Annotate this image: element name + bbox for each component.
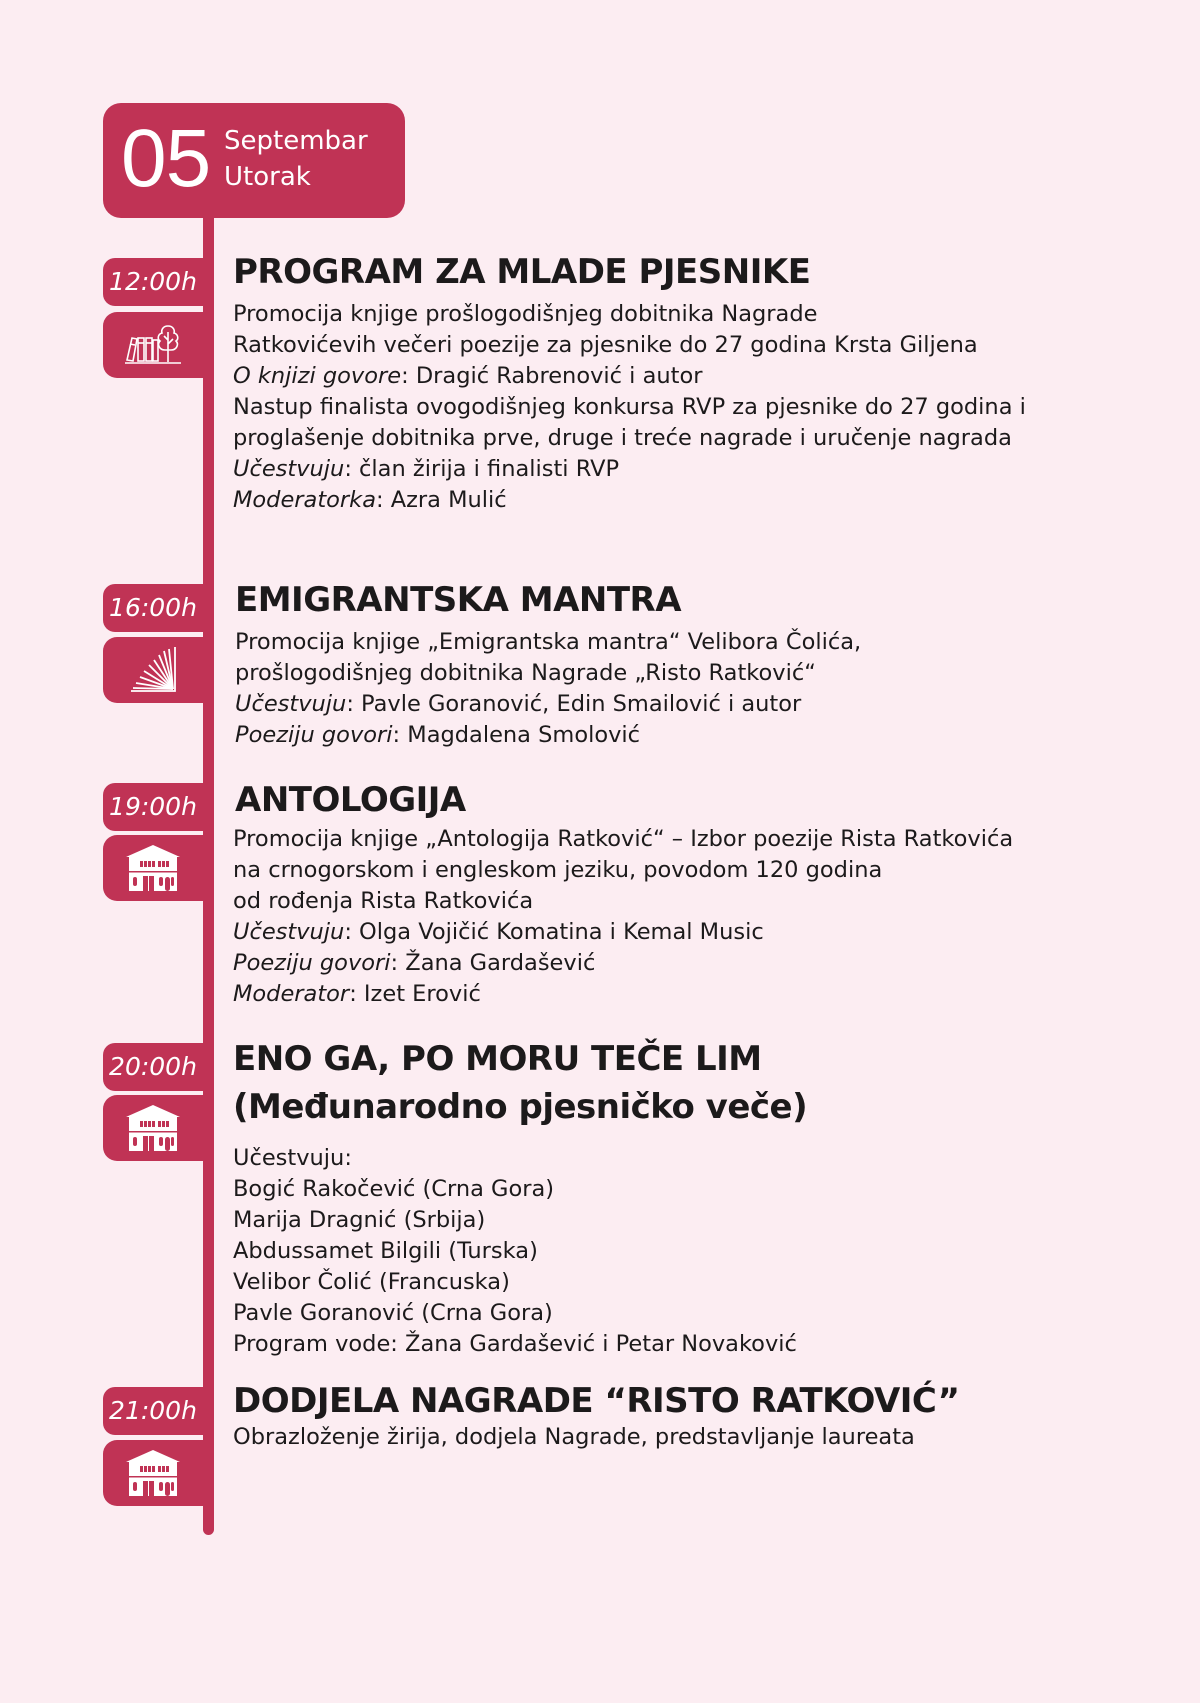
event-line (233, 855, 1013, 886)
event-title: EMIGRANTSKA MANTRA (235, 580, 682, 620)
line-text: : Azra Mulić (376, 487, 507, 513)
line-text: : Magdalena Smolović (392, 722, 641, 748)
event-body (233, 1143, 797, 1360)
day-number: 05 (121, 113, 211, 204)
line-text: Nastup finalista ovogodišnjeg konkursa RVP za pjesnike do 27 godina i (233, 394, 1026, 420)
event-line (233, 1329, 797, 1360)
event-line (233, 1205, 797, 1236)
icon-badge (103, 1095, 203, 1161)
event-title: DODJELA NAGRADE “RISTO RATKOVIĆ” (233, 1381, 960, 1421)
building-icon (123, 843, 183, 893)
event-line (233, 423, 1026, 454)
event-title: ENO GA, PO MORU TEČE LIM (233, 1039, 762, 1079)
line-text: : Olga Vojičić Komatina i Kemal Music (344, 919, 764, 945)
event-line (235, 658, 861, 689)
line-text: : Izet Erović (349, 981, 481, 1007)
event-line (235, 720, 861, 751)
timeline-bar (203, 210, 214, 1535)
event-line (233, 824, 1013, 855)
line-text: Bogić Rakočević (Crna Gora) (233, 1176, 555, 1202)
line-text: prošlogodišnjeg dobitnika Nagrade „Risto Ratković“ (235, 660, 816, 686)
role-label: Učestvuju (233, 919, 345, 945)
line-text: Promocija knjige prošlogodišnjeg dobitnika Nagrade (233, 301, 818, 327)
open-book-fan-icon (123, 645, 183, 695)
time-badge: 20:00h (103, 1043, 203, 1091)
event-line (233, 948, 1013, 979)
icon-badge (103, 312, 203, 378)
icon-badge (103, 835, 203, 901)
line-text: Ratkovićevih večeri poezije za pjesnike do 27 godina Krsta Giljena (233, 332, 978, 358)
event-title: PROGRAM ZA MLADE PJESNIKE (233, 252, 811, 292)
event-line (233, 485, 1026, 516)
date-header (103, 103, 405, 218)
time-badge: 19:00h (103, 783, 203, 831)
time-badge: 12:00h (103, 258, 203, 306)
event-line (233, 361, 1026, 392)
month-label: Septembar (224, 126, 368, 156)
event-line (233, 1422, 915, 1453)
time-badge: 16:00h (103, 584, 203, 632)
line-text: Promocija knjige „Emigrantska mantra“ Velibora Čolića, (235, 629, 862, 655)
books-tree-icon (123, 320, 183, 370)
line-text: na crnogorskom i engleskom jeziku, povodom 120 godina (233, 857, 883, 883)
building-icon (123, 1103, 183, 1153)
event-line (233, 979, 1013, 1010)
line-text: : Dragić Rabrenović i autor (401, 363, 703, 389)
line-text: Velibor Čolić (Francuska) (233, 1269, 510, 1295)
line-text: proglašenje dobitnika prve, druge i treće nagrade i uručenje nagrada (233, 425, 1012, 451)
icon-badge (103, 637, 203, 703)
line-text: : Pavle Goranović, Edin Smailović i autor (346, 691, 802, 717)
event-line (233, 886, 1013, 917)
role-label: Učestvuju (235, 691, 347, 717)
line-text: Promocija knjige „Antologija Ratković“ – Izbor poezije Rista Ratkovića (233, 826, 1014, 852)
line-text: Obrazloženje žirija, dodjela Nagrade, predstavljanje laureata (233, 1424, 915, 1450)
line-text: Marija Dragnić (Srbija) (233, 1207, 486, 1233)
building-icon (123, 1448, 183, 1498)
line-text: Program vode: Žana Gardašević i Petar Novaković (233, 1331, 797, 1357)
event-subtitle: (Međunarodno pjesničko veče) (233, 1087, 808, 1127)
event-body (233, 299, 1026, 516)
line-text: Učestvuju: (233, 1145, 352, 1171)
role-label: Moderator (233, 981, 350, 1007)
role-label: Poeziju govori (235, 722, 393, 748)
event-line (233, 299, 1026, 330)
event-line (233, 1174, 797, 1205)
icon-badge (103, 1440, 203, 1506)
event-title: ANTOLOGIJA (235, 780, 466, 820)
event-line (233, 1267, 797, 1298)
event-line (233, 330, 1026, 361)
weekday-label: Utorak (224, 162, 311, 192)
event-line (233, 1298, 797, 1329)
event-line (233, 392, 1026, 423)
line-text: od rođenja Rista Ratkovića (233, 888, 534, 914)
event-body (233, 824, 1013, 1010)
event-line (235, 627, 861, 658)
line-text: : član žirija i finalisti RVP (344, 456, 620, 482)
event-line (233, 1236, 797, 1267)
event-line (233, 1143, 797, 1174)
role-label: Učestvuju (233, 456, 345, 482)
event-body (233, 1422, 915, 1453)
time-badge: 21:00h (103, 1387, 203, 1435)
role-label: Poeziju govori (233, 950, 391, 976)
event-line (233, 454, 1026, 485)
line-text: Pavle Goranović (Crna Gora) (233, 1300, 553, 1326)
event-body (235, 627, 861, 751)
event-line (233, 917, 1013, 948)
line-text: Abdussamet Bilgili (Turska) (233, 1238, 538, 1264)
line-text: : Žana Gardašević (390, 950, 596, 976)
event-line (235, 689, 861, 720)
role-label: O knjizi govore (233, 363, 402, 389)
role-label: Moderatorka (233, 487, 376, 513)
